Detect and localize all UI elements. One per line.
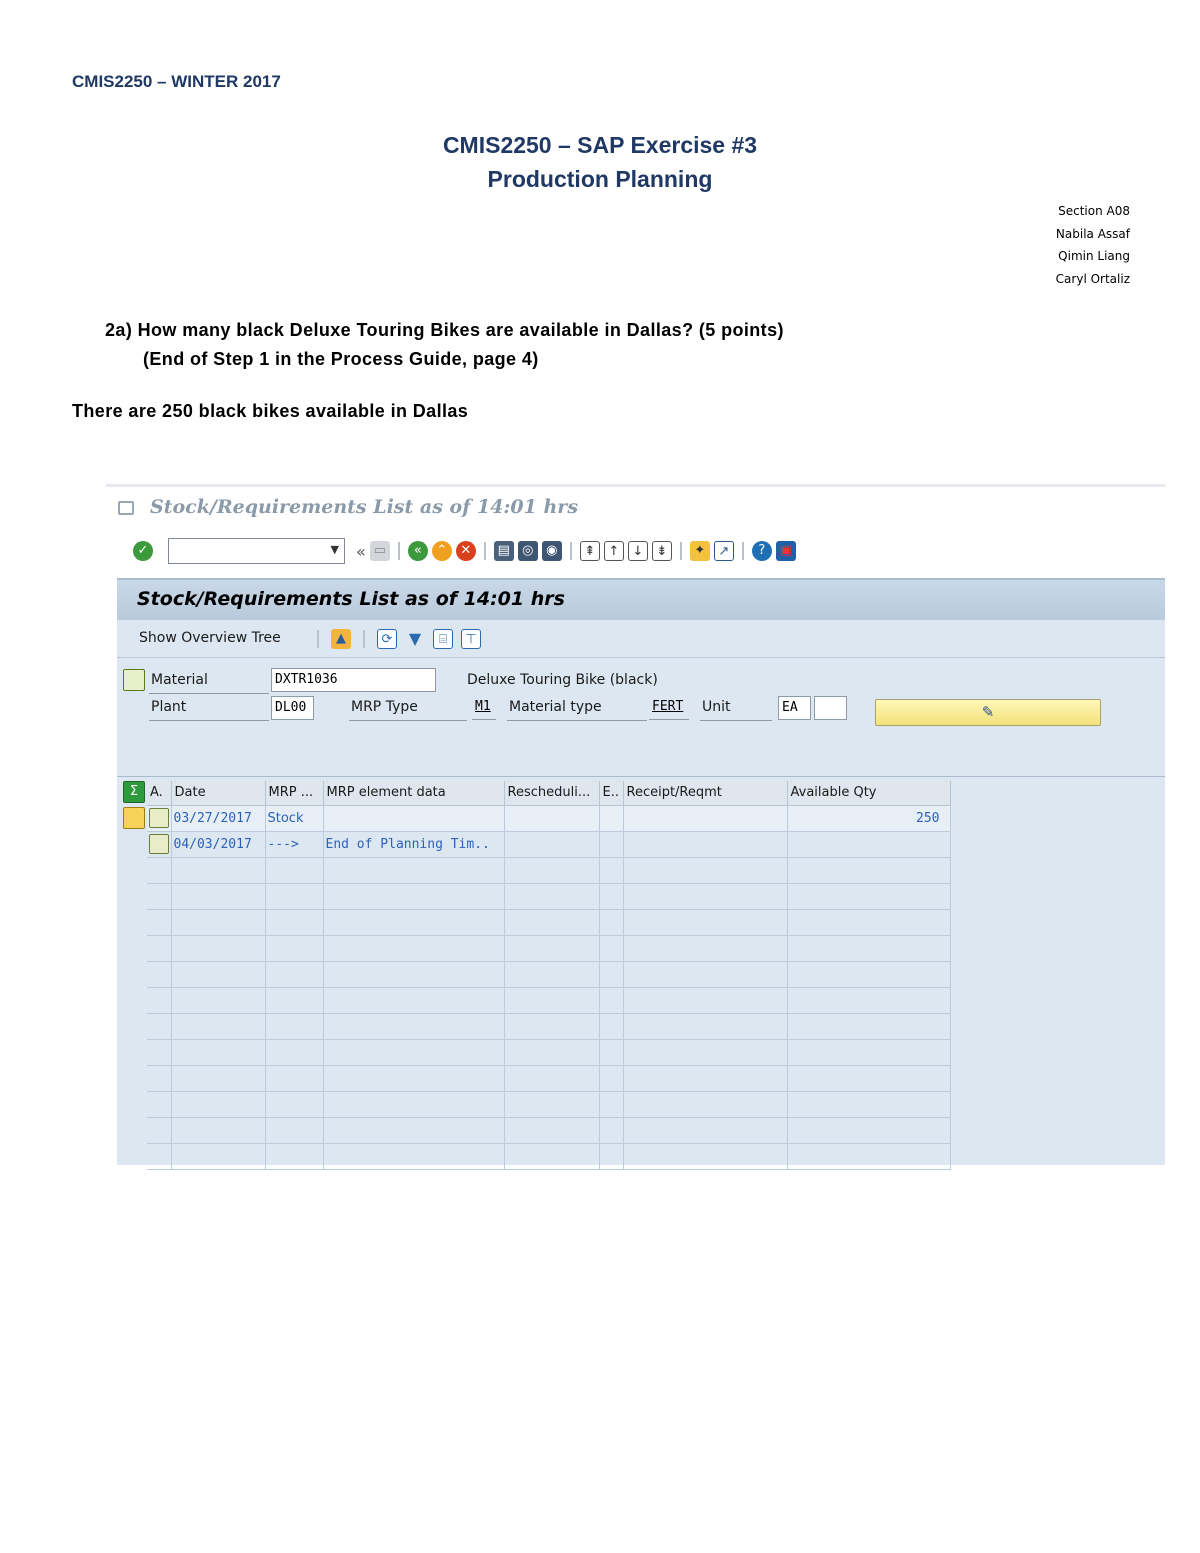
empty-cell — [147, 1065, 171, 1091]
rescheduling-cell — [504, 831, 599, 857]
cancel-icon[interactable]: ✕ — [456, 541, 476, 561]
table-row[interactable] — [147, 857, 950, 883]
shortcut-icon[interactable]: ↗ — [714, 541, 734, 561]
material-label: Material — [151, 672, 208, 688]
empty-cell — [147, 1013, 171, 1039]
empty-cell — [787, 1117, 950, 1143]
sap-screenshot — [106, 484, 1165, 1165]
filter-icon[interactable]: ▼ — [405, 629, 425, 649]
divider — [700, 720, 772, 721]
table-row[interactable] — [147, 909, 950, 935]
grid-header-row — [147, 781, 950, 805]
empty-cell — [265, 961, 323, 987]
toolbar-separator — [742, 542, 744, 560]
toolbar-separator — [363, 630, 365, 648]
table-row[interactable] — [147, 805, 950, 831]
table-row[interactable] — [147, 1117, 950, 1143]
empty-cell — [323, 1013, 504, 1039]
date-cell: 04/03/2017 — [171, 831, 265, 857]
question-line: 2a) How many black Deluxe Touring Bikes are available in Dallas? (5 points) — [105, 320, 784, 340]
show-overview-tree-button[interactable]: Show Overview Tree — [139, 630, 281, 646]
question-reference: (End of Step 1 in the Process Guide, page 4) — [143, 349, 539, 369]
empty-cell — [787, 1143, 950, 1169]
totals-icon[interactable]: Σ — [123, 781, 145, 803]
row-detail-icon[interactable] — [149, 834, 169, 854]
empty-cell — [787, 961, 950, 987]
empty-cell — [323, 1039, 504, 1065]
empty-cell — [147, 935, 171, 961]
table-row[interactable] — [147, 1065, 950, 1091]
empty-cell — [504, 1013, 599, 1039]
empty-cell — [599, 987, 623, 1013]
exit-icon[interactable]: ⌃ — [432, 541, 452, 561]
next-page-icon[interactable]: ↓ — [628, 541, 648, 561]
refresh-icon[interactable]: ⟳ — [377, 629, 397, 649]
empty-cell — [504, 1143, 599, 1169]
plant-label: Plant — [151, 699, 187, 715]
empty-cell — [171, 987, 265, 1013]
material-tree-icon[interactable] — [123, 669, 145, 691]
unit-extra-field[interactable] — [814, 696, 847, 720]
empty-cell — [504, 987, 599, 1013]
empty-cell — [265, 987, 323, 1013]
empty-cell — [323, 883, 504, 909]
material-field[interactable]: DXTR1036 — [271, 668, 436, 692]
empty-cell — [623, 909, 787, 935]
empty-cell — [504, 1091, 599, 1117]
exception-cell — [599, 805, 623, 831]
element-data-cell — [323, 805, 504, 831]
receipt-cell — [623, 805, 787, 831]
empty-cell — [623, 1091, 787, 1117]
window-title: Stock/Requirements List as of 14:01 hrs — [150, 496, 579, 518]
table-row[interactable] — [147, 1039, 950, 1065]
empty-cell — [787, 935, 950, 961]
empty-cell — [623, 857, 787, 883]
empty-cell — [147, 1091, 171, 1117]
empty-cell — [171, 1117, 265, 1143]
rescheduling-cell — [504, 805, 599, 831]
course-term-header: CMIS2250 – WINTER 2017 — [72, 72, 281, 91]
last-page-icon[interactable]: ⇟ — [652, 541, 672, 561]
application-toolbar — [117, 620, 1165, 658]
screen-title: Stock/Requirements List as of 14:01 hrs — [137, 588, 565, 610]
toolbar-separator — [398, 542, 400, 560]
empty-cell — [623, 961, 787, 987]
dropdown-arrow-icon[interactable]: ▼ — [330, 543, 339, 556]
mrp-type-field: M1 — [472, 696, 496, 720]
toolbar-separator — [484, 542, 486, 560]
divider — [106, 484, 1165, 487]
empty-cell — [323, 1143, 504, 1169]
empty-cell — [787, 909, 950, 935]
empty-cell — [599, 961, 623, 987]
available-qty-cell: 250 — [787, 805, 950, 831]
column-header[interactable]: E.. — [599, 781, 623, 805]
unit-field[interactable]: EA — [778, 696, 811, 720]
empty-cell — [504, 909, 599, 935]
table-row[interactable] — [147, 1013, 950, 1039]
find-next-icon[interactable]: ◉ — [542, 541, 562, 561]
table-row[interactable] — [147, 935, 950, 961]
empty-cell — [171, 1039, 265, 1065]
unit-label: Unit — [702, 699, 731, 715]
empty-cell — [623, 883, 787, 909]
column-header[interactable]: Date — [171, 781, 265, 805]
divider — [349, 720, 467, 721]
column-header[interactable]: Rescheduli... — [504, 781, 599, 805]
find-icon[interactable]: ◎ — [518, 541, 538, 561]
answer: There are 250 black bikes available in Dallas — [72, 401, 469, 421]
empty-cell — [504, 1039, 599, 1065]
empty-cell — [171, 1091, 265, 1117]
table-row[interactable] — [147, 1143, 950, 1169]
receipt-cell — [623, 831, 787, 857]
section-label: Section A08 — [1058, 204, 1130, 218]
planning-file-icon[interactable]: ▲ — [331, 629, 351, 649]
back-icon[interactable]: « — [408, 541, 428, 561]
empty-cell — [147, 987, 171, 1013]
empty-cell — [599, 1013, 623, 1039]
open-folder-icon[interactable] — [123, 807, 145, 829]
empty-cell — [171, 857, 265, 883]
empty-cell — [265, 1065, 323, 1091]
mrp-type-label: MRP Type — [351, 699, 418, 715]
table-row[interactable] — [147, 961, 950, 987]
empty-cell — [787, 1065, 950, 1091]
print-icon[interactable]: ▤ — [494, 541, 514, 561]
empty-cell — [787, 1091, 950, 1117]
empty-cell — [599, 883, 623, 909]
empty-cell — [265, 1143, 323, 1169]
document-title: CMIS2250 – SAP Exercise #3 — [442, 132, 758, 158]
empty-cell — [623, 1013, 787, 1039]
enter-checkmark-icon[interactable]: ✓ — [133, 541, 153, 561]
toolbar-separator — [680, 542, 682, 560]
empty-cell — [323, 857, 504, 883]
column-header[interactable]: Available Qty — [787, 781, 950, 805]
empty-cell — [323, 1065, 504, 1091]
empty-cell — [147, 1143, 171, 1169]
empty-cell — [623, 1065, 787, 1091]
empty-cell — [599, 1039, 623, 1065]
empty-cell — [504, 1065, 599, 1091]
empty-cell — [147, 909, 171, 935]
divider — [507, 720, 647, 721]
empty-cell — [147, 883, 171, 909]
table-row[interactable] — [147, 1091, 950, 1117]
element-data-cell: End of Planning Tim.. — [323, 831, 504, 857]
material-type-field: FERT — [649, 696, 689, 720]
empty-cell — [623, 935, 787, 961]
mrp-element-cell: ---> — [265, 831, 323, 857]
empty-cell — [323, 1091, 504, 1117]
toolbar-separator — [317, 630, 319, 648]
divider — [149, 720, 269, 721]
window-menu-icon[interactable] — [118, 501, 134, 515]
empty-cell — [504, 1117, 599, 1143]
empty-cell — [623, 1117, 787, 1143]
empty-cell — [171, 1065, 265, 1091]
author-block — [1056, 200, 1130, 290]
empty-cell — [323, 961, 504, 987]
empty-cell — [147, 857, 171, 883]
column-header[interactable]: MRP element data — [323, 781, 504, 805]
empty-cell — [265, 1091, 323, 1117]
empty-cell — [504, 883, 599, 909]
empty-cell — [787, 857, 950, 883]
empty-cell — [787, 1013, 950, 1039]
author-name: Qimin Liang — [1058, 249, 1130, 263]
empty-cell — [265, 909, 323, 935]
column-header[interactable]: A. — [147, 781, 171, 805]
period-totals-icon[interactable]: ⊤ — [461, 629, 481, 649]
empty-cell — [599, 1091, 623, 1117]
application-area — [117, 578, 1165, 1165]
empty-cell — [787, 987, 950, 1013]
empty-cell — [623, 1143, 787, 1169]
empty-cell — [504, 857, 599, 883]
empty-cell — [599, 857, 623, 883]
edit-icon: ✎ — [981, 703, 995, 721]
empty-cell — [265, 857, 323, 883]
empty-cell — [599, 1117, 623, 1143]
first-page-icon[interactable]: ⇞ — [580, 541, 600, 561]
empty-cell — [599, 1065, 623, 1091]
empty-cell — [623, 987, 787, 1013]
empty-cell — [323, 909, 504, 935]
row-detail-icon[interactable] — [149, 808, 169, 828]
details-icon[interactable]: ⌸ — [433, 629, 453, 649]
empty-cell — [147, 1039, 171, 1065]
table-row[interactable] — [147, 831, 950, 857]
question — [105, 316, 784, 374]
empty-cell — [265, 1117, 323, 1143]
empty-cell — [171, 909, 265, 935]
application-toolbar-icons — [313, 629, 481, 649]
toolbar-separator — [570, 542, 572, 560]
empty-cell — [787, 883, 950, 909]
empty-cell — [599, 909, 623, 935]
document-subtitle: Production Planning — [487, 166, 713, 192]
column-header[interactable]: Receipt/Reqmt — [623, 781, 787, 805]
collapse-icon[interactable]: « — [356, 541, 366, 561]
empty-cell — [171, 883, 265, 909]
empty-cell — [147, 961, 171, 987]
date-cell: 03/27/2017 — [171, 805, 265, 831]
author-name: Caryl Ortaliz — [1055, 271, 1130, 286]
save-icon[interactable]: ▭ — [370, 541, 390, 561]
exception-cell — [599, 831, 623, 857]
empty-cell — [147, 1117, 171, 1143]
empty-cell — [171, 1013, 265, 1039]
empty-cell — [265, 1013, 323, 1039]
empty-cell — [265, 1039, 323, 1065]
empty-cell — [323, 987, 504, 1013]
mrp-element-cell: Stock — [265, 805, 323, 831]
empty-cell — [599, 1143, 623, 1169]
column-header[interactable]: MRP ... — [265, 781, 323, 805]
help-icon[interactable]: ? — [752, 541, 772, 561]
requirements-grid — [147, 781, 950, 1170]
edit-button[interactable] — [875, 699, 1101, 726]
empty-cell — [623, 1039, 787, 1065]
empty-cell — [323, 1117, 504, 1143]
table-row[interactable] — [147, 883, 950, 909]
create-session-icon[interactable]: ✦ — [690, 541, 710, 561]
toolbar-icons — [356, 540, 796, 562]
empty-cell — [599, 935, 623, 961]
command-field[interactable] — [168, 538, 345, 564]
plant-field[interactable]: DL00 — [271, 696, 314, 720]
empty-cell — [504, 935, 599, 961]
empty-cell — [504, 961, 599, 987]
empty-cell — [323, 935, 504, 961]
standard-toolbar — [106, 532, 1165, 570]
available-qty-cell — [787, 831, 950, 857]
divider — [117, 776, 1165, 777]
empty-cell — [171, 1143, 265, 1169]
empty-cell — [265, 935, 323, 961]
screen-title-bar — [117, 578, 1165, 620]
author-name: Nabila Assaf — [1055, 226, 1130, 241]
previous-page-icon[interactable]: ↑ — [604, 541, 624, 561]
table-row[interactable] — [147, 987, 950, 1013]
divider — [149, 693, 269, 694]
layout-menu-icon[interactable]: ▣ — [776, 541, 796, 561]
empty-cell — [171, 961, 265, 987]
empty-cell — [787, 1039, 950, 1065]
empty-cell — [171, 935, 265, 961]
material-type-label: Material type — [509, 699, 602, 715]
empty-cell — [265, 883, 323, 909]
material-description: Deluxe Touring Bike (black) — [467, 672, 658, 688]
